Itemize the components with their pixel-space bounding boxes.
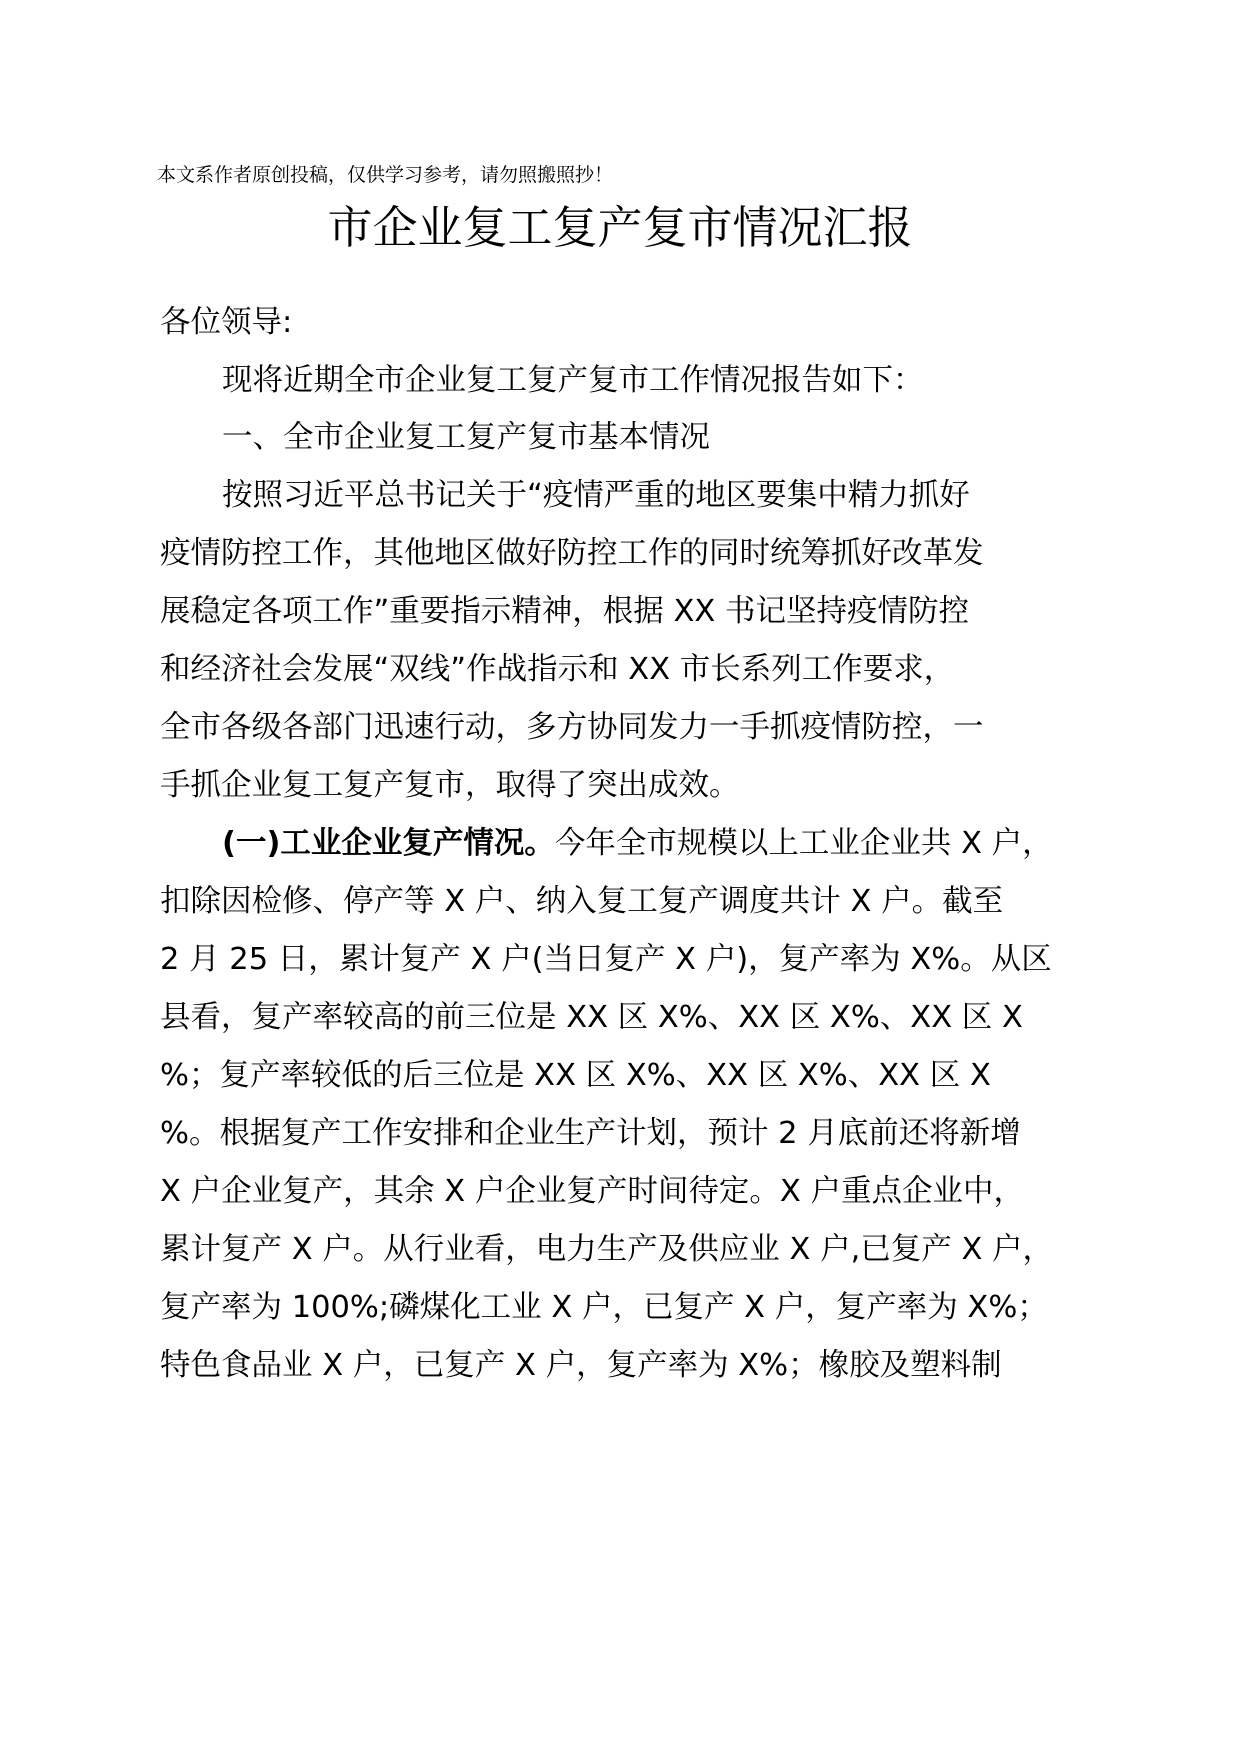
- document-title-text: 市企业复工复产复市情况汇报: [327, 201, 913, 254]
- subsection-industrial-line-6: %。根据复产工作安排和企业生产计划，预计 2 月底前还将新增: [160, 1116, 1021, 1151]
- intro-paragraph: 现将近期全市企业复工复产复市工作情况报告如下：: [222, 363, 924, 398]
- paragraph-1-line-4: 和经济社会发展“双线”作战指示和 XX 市长系列工作要求，: [160, 652, 955, 687]
- subsection-industrial-line-4: 县看，复产率较高的前三位是 XX 区 X%、XX 区 X%、XX 区 X: [160, 1000, 1023, 1035]
- subsection-industrial-line-5: %；复产率较低的后三位是 XX 区 X%、XX 区 X%、XX 区 X: [160, 1058, 991, 1093]
- subsection-industrial-line-8: 累计复产 X 户。从行业看，电力生产及供应业 X 户,已复产 X 户，: [160, 1232, 1054, 1267]
- subsection-industrial-line-3: 2 月 25 日，累计复产 X 户(当日复产 X 户)，复产率为 X%。从区: [160, 942, 1052, 977]
- paragraph-1-line-5: 全市各级各部门迅速行动，多方协同发力一手抓疫情防控，一: [160, 710, 984, 745]
- subsection-industrial-line-9: 复产率为 100%;磷煤化工业 X 户，已复产 X 户，复产率为 X%；: [160, 1290, 1048, 1325]
- paragraph-1-line-6: 手抓企业复工复产复市，取得了突出成效。: [160, 768, 740, 803]
- subsection-industrial-line-2: 扣除因检修、停产等 X 户、纳入复工复产调度共计 X 户。截至: [160, 884, 1004, 919]
- subsection-industrial-line-7: X 户企业复产，其余 X 户企业复产时间待定。X 户重点企业中，: [160, 1174, 1024, 1209]
- document-title: [0, 200, 1240, 256]
- subsection-industrial-first-line: [222, 824, 1053, 864]
- subsection-heading-industrial: (一)工业企业复产情况。: [222, 826, 555, 861]
- subsection-industrial-line-10: 特色食品业 X 户，已复产 X 户，复产率为 X%；橡胶及塑料制: [160, 1348, 1002, 1383]
- subsection-industrial-first-line-text: 今年全市规模以上工业企业共 X 户，: [554, 826, 1053, 861]
- section-heading-basic-situation: 一、全市企业复工复产复市基本情况: [222, 420, 710, 455]
- paragraph-1-line-1: 按照习近平总书记关于“疫情严重的地区要集中精力抓好: [222, 478, 970, 513]
- salutation: 各位领导:: [160, 305, 293, 340]
- copyright-notice: 本文系作者原创投稿，仅供学习参考，请勿照搬照抄！: [157, 164, 614, 186]
- paragraph-1-line-2: 疫情防控工作，其他地区做好防控工作的同时统筹抓好改革发: [160, 536, 984, 571]
- paragraph-1-line-3: 展稳定各项工作”重要指示精神，根据 XX 书记坚持疫情防控: [160, 594, 969, 629]
